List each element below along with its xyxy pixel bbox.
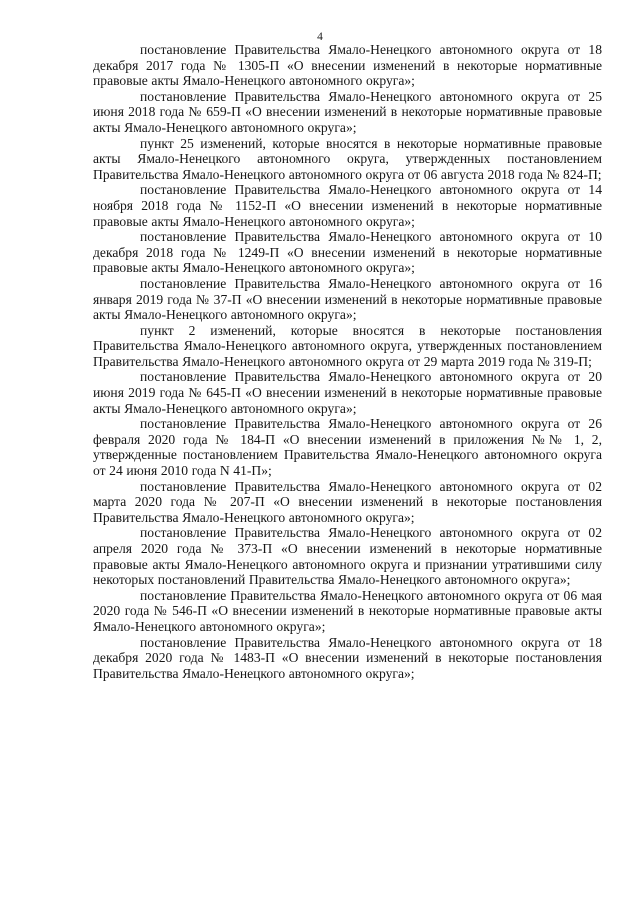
paragraph: постановление Правительства Ямало-Ненецкого автономного округа от 20 июня 2019 года № 645-П «О внесении изменений в некоторые нормативные правовые акты Ямало-Ненецкого автономного округа»; — [93, 369, 602, 416]
paragraph: постановление Правительства Ямало-Ненецкого автономного округа от 02 марта 2020 года № 207-П «О внесении изменений в некоторые постановления Правительства Ямало-Ненецкого автономного округа»; — [93, 478, 602, 525]
paragraph: постановление Правительства Ямало-Ненецкого автономного округа от 18 декабря 2020 года № 1483-П «О внесении изменений в некоторые постановления Правительства Ямало-Ненецкого автономного округа»; — [93, 634, 602, 681]
paragraph: постановление Правительства Ямало-Ненецкого автономного округа от 16 января 2019 года № 37-П «О внесении изменений в некоторые нормативные правовые акты Ямало-Ненецкого автономного округа»; — [93, 275, 602, 323]
paragraph: постановление Правительства Ямало-Ненецкого автономного округа от 26 февраля 2020 года № 184-П «О внесении изменений в приложения №№ 1, 2, утвержденные постановлением Правительства Ямало-Ненецкого автономного округа от 24 июня 2010 года N 41-П»; — [93, 416, 602, 479]
paragraph: постановление Правительства Ямало-Ненецкого автономного округа от 10 декабря 2018 года № 1249-П «О внесении изменений в некоторые нормативные правовые акты Ямало-Ненецкого автономного округа»; — [93, 229, 602, 276]
paragraph: пункт 25 изменений, которые вносятся в некоторые нормативные правовые акты Ямало-Ненецкого автономного округа, утвержденных постановлением Правительства Ямало-Ненецкого автономного округа от 06 августа 2018 года № 824-П; — [93, 135, 602, 182]
paragraph: постановление Правительства Ямало-Ненецкого автономного округа от 25 июня 2018 года № 659-П «О внесении изменений в некоторые нормативные правовые акты Ямало-Ненецкого автономного округа»; — [93, 88, 602, 135]
page-number: 4 — [317, 31, 323, 43]
paragraph: пункт 2 изменений, которые вносятся в некоторые постановления Правительства Ямало-Ненецкого автономного округа, утвержденных постановлением Правительства Ямало-Ненецкого автономного округа от 29 марта 2019 года № 319-П; — [93, 322, 602, 369]
paragraph: постановление Правительства Ямало-Ненецкого автономного округа от 14 ноября 2018 года № 1152-П «О внесении изменений в некоторые нормативные правовые акты Ямало-Ненецкого автономного округа»; — [93, 182, 602, 229]
paragraph: постановление Правительства Ямало-Ненецкого автономного округа от 02 апреля 2020 года № 373-П «О внесении изменений в некоторые нормативные правовые акты Ямало-Ненецкого автономного округа и признании утратившими силу некоторых постановлений Правительства Ямало-Ненецкого автономного округа»; — [93, 525, 602, 588]
document-body — [93, 42, 602, 681]
paragraph: постановление Правительства Ямало-Ненецкого автономного округа от 18 декабря 2017 года № 1305-П «О внесении изменений в некоторые нормативные правовые акты Ямало-Ненецкого автономного округа»; — [93, 42, 602, 89]
paragraph: постановление Правительства Ямало-Ненецкого автономного округа от 06 мая 2020 года № 546-П «О внесении изменений в некоторые нормативные правовые акты Ямало-Ненецкого автономного округа»; — [93, 587, 602, 634]
